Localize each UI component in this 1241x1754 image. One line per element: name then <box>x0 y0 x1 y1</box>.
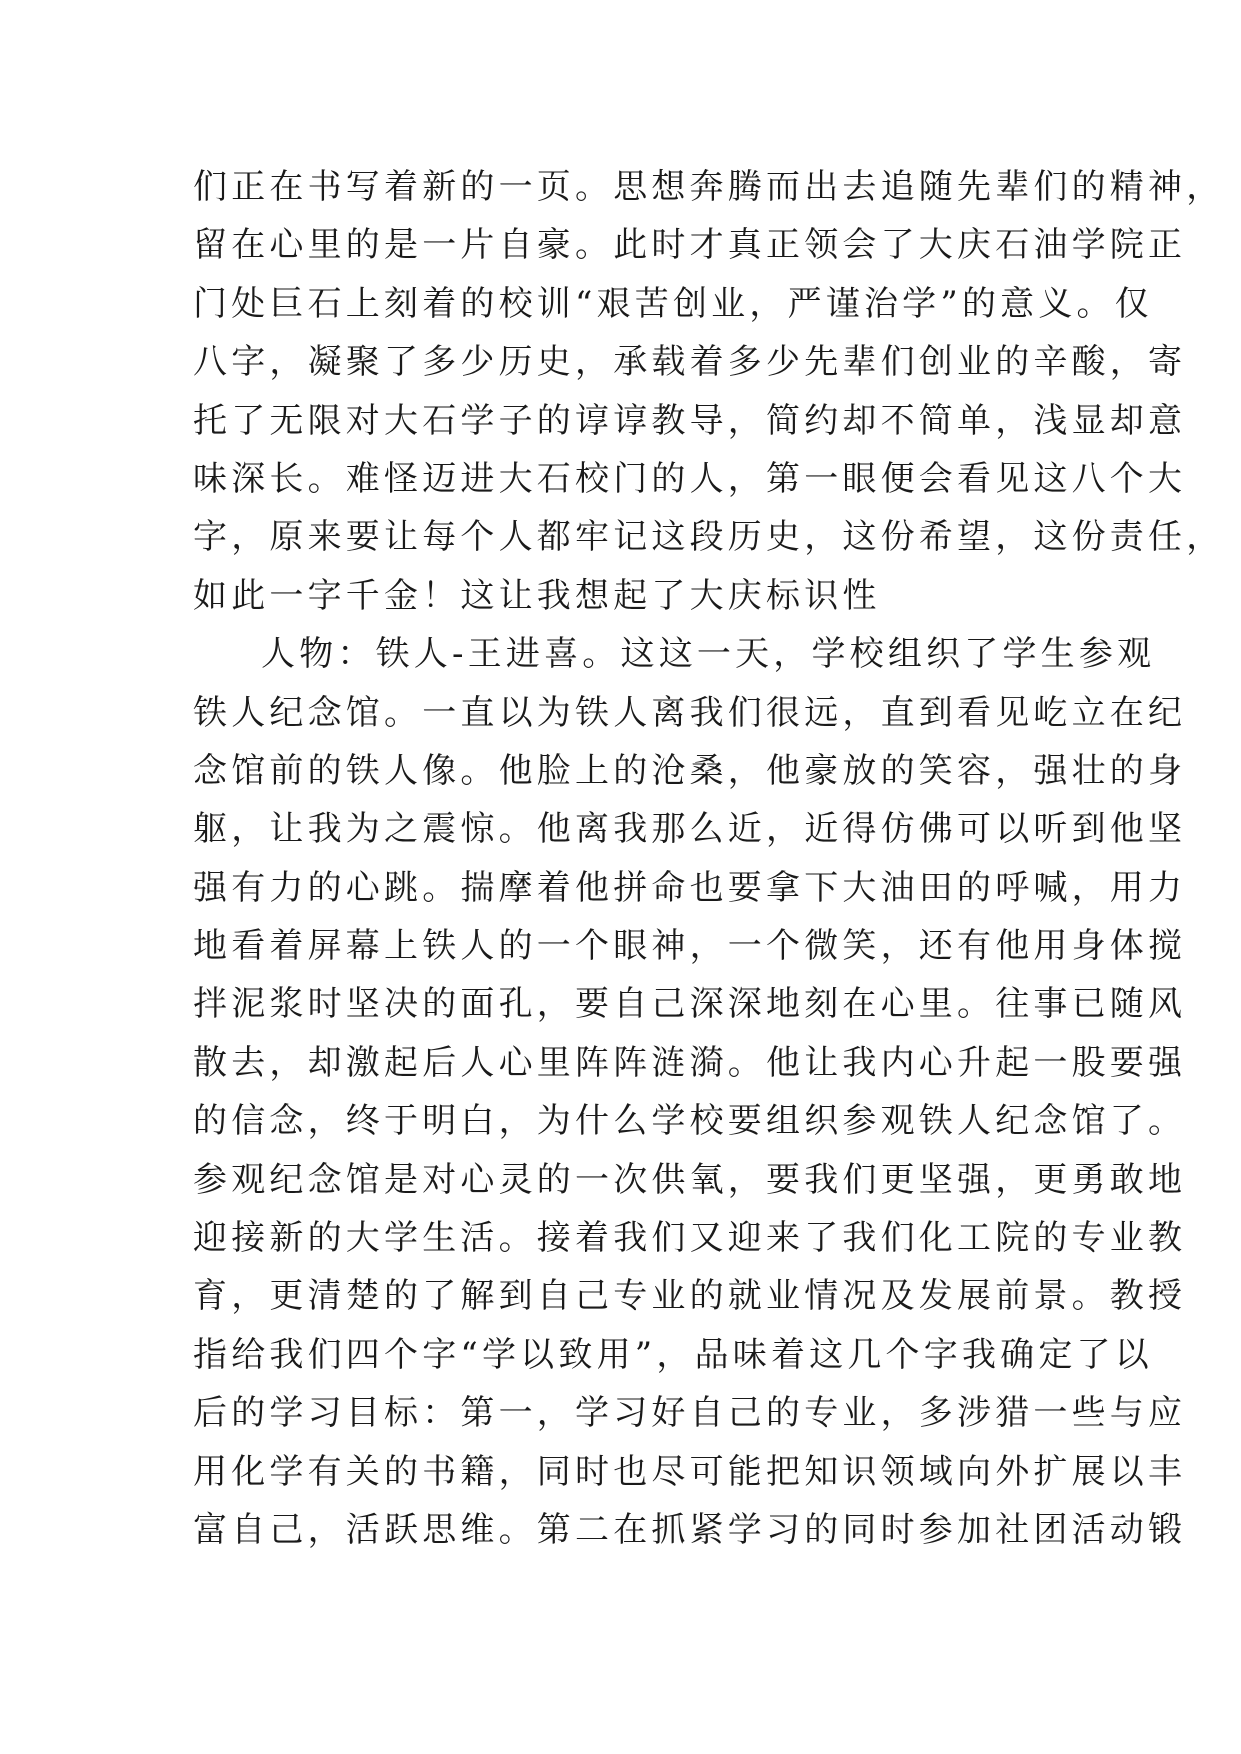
text-line: 参观纪念馆是对心灵的一次供氧，要我们更坚强，更勇敢地 <box>193 1159 1187 1200</box>
text-line: 后的学习目标：第一，学习好自己的专业，多涉猎一些与应 <box>193 1393 1187 1434</box>
text-line: 强有力的心跳。揣摩着他拼命也要拿下大油田的呼喊，用力 <box>193 867 1187 908</box>
text-line: 拌泥浆时坚决的面孔，要自己深深地刻在心里。往事已随风 <box>193 984 1187 1025</box>
text-line: 味深长。难怪迈进大石校门的人，第一眼便会看见这八个大 <box>193 458 1187 499</box>
text-line: 门处巨石上刻着的校训“艰苦创业，严谨治学”的意义。仅 <box>193 283 1153 324</box>
text-line: 字，原来要让每个人都牢记这段历史，这份希望，这份责任， <box>193 517 1225 558</box>
text-line: 躯，让我为之震惊。他离我那么近，近得仿佛可以听到他坚 <box>193 809 1187 850</box>
text-line: 们正在书写着新的一页。思想奔腾而出去追随先辈们的精神， <box>193 167 1225 207</box>
text-line: 的信念，终于明白，为什么学校要组织参观铁人纪念馆了。 <box>193 1101 1187 1142</box>
body-text <box>193 158 1225 1559</box>
text-line: 念馆前的铁人像。他脸上的沧桑，他豪放的笑容，强壮的身 <box>193 750 1187 791</box>
text-line: 托了无限对大石学子的谆谆教导，简约却不简单，浅显却意 <box>193 400 1187 441</box>
text-line: 铁人纪念馆。一直以为铁人离我们很远，直到看见屹立在纪 <box>193 692 1187 733</box>
text-line: 八字，凝聚了多少历史，承载着多少先辈们创业的辛酸，寄 <box>193 342 1187 383</box>
text-line: 育，更清楚的了解到自己专业的就业情况及发展前景。教授 <box>193 1276 1187 1317</box>
text-line: 地看着屏幕上铁人的一个眼神，一个微笑，还有他用身体搅 <box>193 926 1187 967</box>
text-line: 迎接新的大学生活。接着我们又迎来了我们化工院的专业教 <box>193 1218 1187 1259</box>
text-line: 留在心里的是一片自豪。此时才真正领会了大庆石油学院正 <box>193 225 1187 266</box>
text-line: 用化学有关的书籍，同时也尽可能把知识领域向外扩展以丰 <box>193 1451 1187 1492</box>
text-line: 如此一字千金！这让我想起了大庆标识性 <box>193 575 881 616</box>
paragraph-start-line: 人物：铁人-王进喜。这这一天，学校组织了学生参观 <box>261 634 1156 675</box>
text-line: 指给我们四个字“学以致用”，品味着这几个字我确定了以 <box>193 1334 1153 1375</box>
text-line: 富自己，活跃思维。第二在抓紧学习的同时参加社团活动锻 <box>193 1509 1187 1550</box>
text-line: 散去，却激起后人心里阵阵涟漪。他让我内心升起一股要强 <box>193 1042 1187 1083</box>
